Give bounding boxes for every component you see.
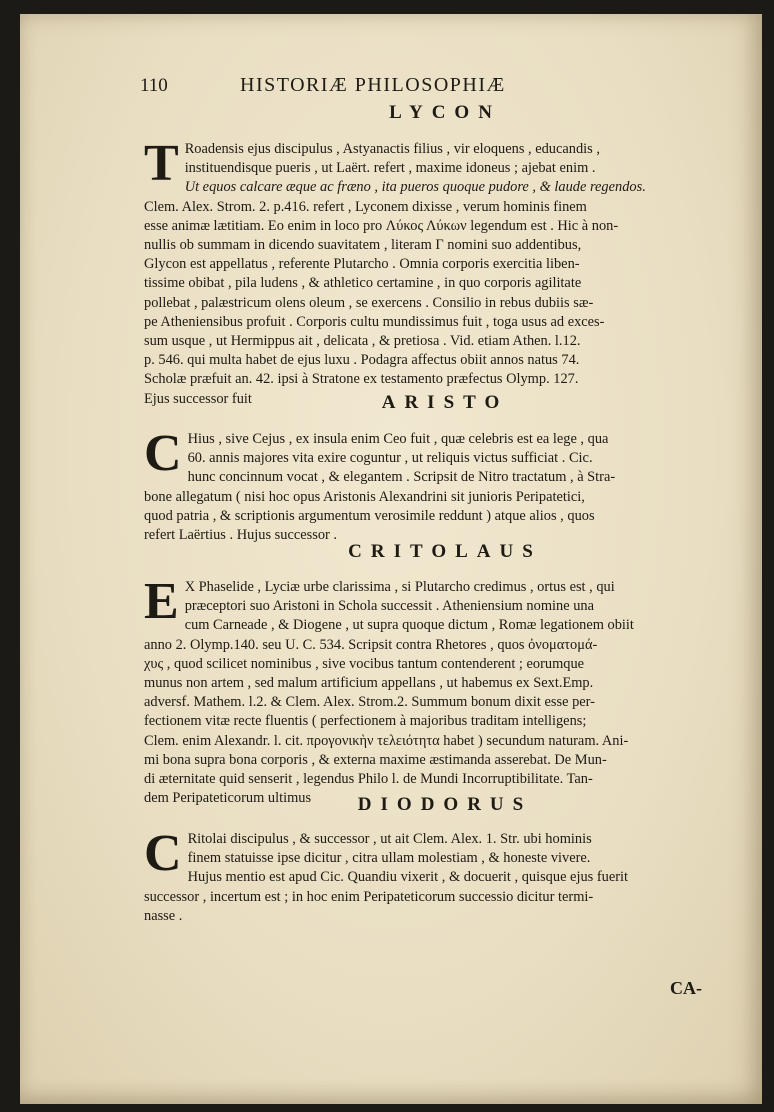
- text-line: dem Peripateticorum ultimus: [144, 790, 312, 807]
- book-page: [20, 14, 762, 1104]
- running-title: HISTORIÆ PHILOSOPHIÆ: [240, 74, 506, 96]
- section-heading-aristo: ARISTO: [381, 392, 509, 413]
- text-line: X Phaselide , Lyciæ urbe clarissima , si Plutarcho credimus , ortus est , qui: [184, 579, 615, 595]
- section-heading-lycon: LYCON: [389, 102, 501, 123]
- text-line: munus non artem , sed malum artificium appellans , ut habemus ex Sext.Emp.: [144, 675, 594, 692]
- section-body-lycon: [144, 135, 748, 409]
- running-head: [140, 74, 750, 97]
- text-line: bone allegatum ( nisi hoc opus Aristonis Alexandrini sit junioris Peripatetici,: [144, 488, 585, 505]
- text-line: di æternitate quid senserit , legendus Philo l. de Mundi Incorruptibilitate. Tan-: [144, 771, 593, 788]
- text-line: mi bona supra bona corporis , & externa maxime æstimanda asserebat. De Mun-: [144, 751, 607, 768]
- text-line: anno 2. Olymp.140. seu U. C. 534. Scripsit contra Rhetores , quos ὀνοματομά-: [144, 636, 598, 653]
- text-line: sum usque , ut Hermippus ait , delicata , & pretiosa . Vid. etiam Athen. l.12.: [144, 333, 581, 350]
- text-line: refert Laërtius . Hujus successor .: [144, 527, 338, 544]
- text-line: pe Atheniensibus profuit . Corporis cultu mundissimus fuit , toga usus ad exces-: [144, 313, 605, 330]
- text-line: 60. annis majores vita exire coguntur , ut reliquis victus sufficiat . Cic.: [187, 450, 593, 467]
- text-line: Ritolai discipulus , & successor , ut ait Clem. Alex. 1. Str. ubi hominis: [187, 831, 592, 847]
- text-line: Hujus mentio est apud Cic. Quandiu vixerit , & docuerit , quisque ejus fuerit: [187, 869, 628, 886]
- text-line: Roadensis ejus discipulus , Astyanactis filius , vir eloquens , educandis ,: [184, 141, 600, 157]
- text-line: Ejus successor fuit: [144, 390, 252, 407]
- drop-cap: C: [144, 425, 182, 482]
- text-line: Hius , sive Cejus , ex insula enim Ceo fuit , quæ celebris est ea lege , qua: [187, 431, 609, 447]
- text-line: esse animæ lætitiam. Eo enim in loco pro Λύκος Λύκων legendum est . Hic à non-: [144, 217, 619, 234]
- section-body-aristo: [144, 425, 748, 545]
- drop-cap: T: [144, 135, 179, 192]
- text-line: successor , incertum est ; in hoc enim Peripateticorum successio dicitur termi-: [144, 888, 594, 905]
- drop-cap: C: [144, 825, 182, 882]
- section-body-diodorus: [144, 825, 748, 926]
- text-line: instituendisque pueris , ut Laërt. refert , maxime idoneus ; ajebat enim .: [184, 160, 596, 177]
- text-line: χυς , quod scilicet nominibus , sive vocibus tantum contenderent ; eorumque: [144, 655, 585, 672]
- section-body-critolaus: [144, 573, 748, 808]
- text-line: præceptori suo Aristoni in Schola successit . Atheniensium nomine una: [184, 598, 594, 615]
- text-line: fectionem vitæ recte fluentis ( perfectionem à majoribus traditam intelligens;: [144, 713, 587, 730]
- drop-cap: E: [144, 573, 179, 630]
- catchword: CA-: [670, 978, 702, 998]
- text-line: finem statuisse ipse dicitur , citra ullam molestiam , & honeste vivere.: [187, 850, 591, 867]
- text-line: adversf. Mathem. l.2. & Clem. Alex. Strom.2. Summum bonum dixit esse per-: [144, 694, 595, 711]
- text-line: Clem. Alex. Strom. 2. p.416. refert , Lyconem dixisse , verum hominis finem: [144, 198, 587, 215]
- text-line: pollebat , palæstricum olens oleum , se exercens . Consilio in rebus dubiis sæ-: [144, 294, 594, 311]
- text-line: p. 546. qui multa habet de ejus luxu . Podagra affectus obiit annos natus 74.: [144, 352, 580, 369]
- text-line: Glycon est appellatus , referente Plutarcho . Omnia corporis exercitia liben-: [144, 256, 580, 273]
- page-number: 110: [140, 75, 168, 96]
- text-line: Clem. enim Alexandr. l. cit. προγονικὴν τελειότητα habet ) secundum naturam. Ani-: [144, 732, 629, 749]
- text-line: Scholæ præfuit an. 42. ipsi à Stratone ex testamento præfectus Olymp. 127.: [144, 371, 579, 388]
- text-line: nullis ob summam in dicendo suavitatem , literam Γ nomini suo addentibus,: [144, 237, 582, 254]
- text-line: cum Carneade , & Diogene , ut supra quoque dictum , Romæ legationem obiit: [184, 617, 634, 634]
- text-line: nasse .: [144, 907, 183, 924]
- text-line: Ut equos calcare æque ac fræno , ita pueros quoque pudore , & laude regendos.: [184, 179, 646, 196]
- text-line: tissime obibat , pila ludens , & athletico certamine , in quo corporis agilitate: [144, 275, 582, 292]
- text-line: hunc concinnum vocat , & elegantem . Scripsit de Nitro tractatum , à Stra-: [187, 469, 616, 486]
- section-heading-critolaus: CRITOLAUS: [348, 541, 542, 562]
- text-line: quod patria , & scriptionis argumentum verosimile reddunt ) atque alios , quos: [144, 507, 595, 524]
- section-heading-diodorus: DIODORUS: [357, 794, 533, 815]
